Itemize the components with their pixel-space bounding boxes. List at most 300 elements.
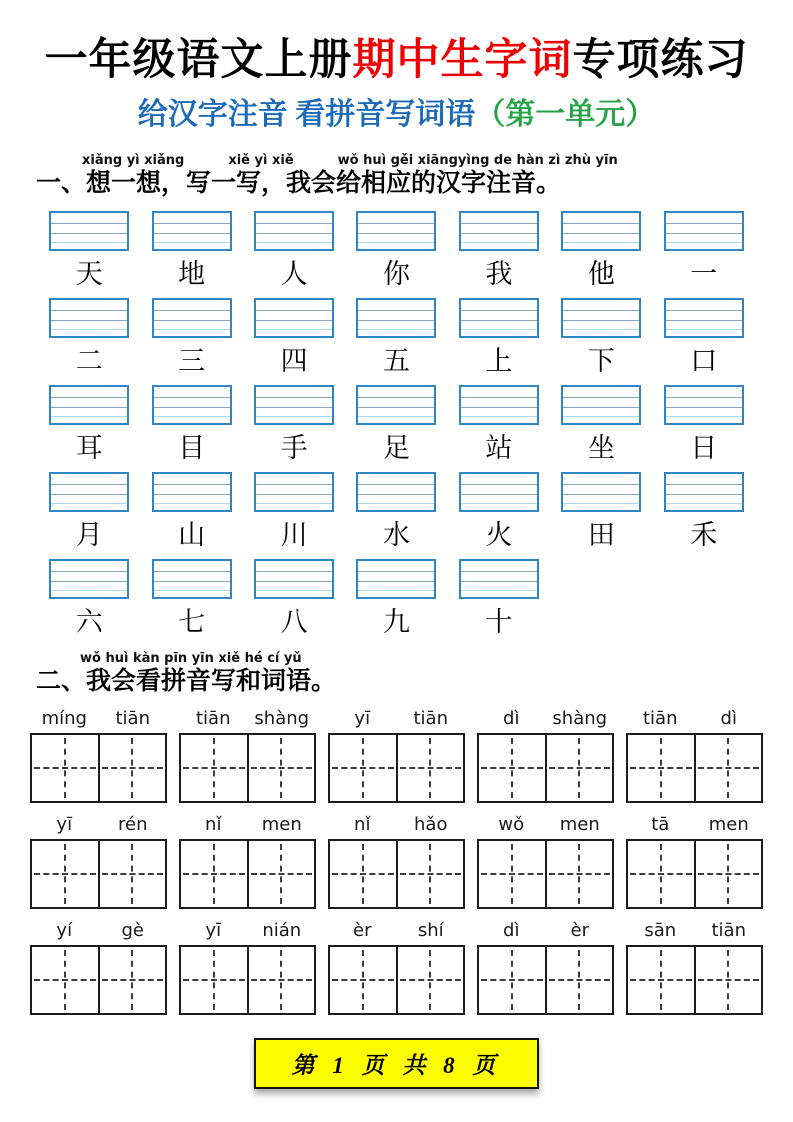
word-block xyxy=(328,703,465,803)
pinyin-annotation-segment: wǒ huì gěi xiāngyìng de hàn zì zhù yīn xyxy=(337,153,618,169)
pinyin-box-line xyxy=(358,407,434,408)
word-row xyxy=(30,915,763,1015)
word-block xyxy=(30,915,167,1015)
pinyin-four-line-box xyxy=(254,559,334,599)
pinyin-syllable: men xyxy=(559,813,600,835)
pinyin-box-line xyxy=(666,407,742,408)
word-pinyin xyxy=(626,915,763,945)
pinyin-four-line-box xyxy=(356,211,436,251)
pinyin-four-line-box xyxy=(664,385,744,425)
pinyin-box-line xyxy=(256,503,332,504)
pinyin-four-line-box xyxy=(254,298,334,338)
pinyin-syllable: nǐ xyxy=(354,813,371,835)
pinyin-four-line-box xyxy=(561,211,641,251)
pinyin-four-line-box xyxy=(49,298,129,338)
pinyin-box-line xyxy=(51,503,127,504)
tianzige-cell xyxy=(628,841,694,907)
word-block xyxy=(179,703,316,803)
tianzige-cell xyxy=(181,947,247,1013)
pinyin-answer-column xyxy=(243,472,345,552)
tianzige-grid xyxy=(477,839,614,909)
pinyin-syllable: nián xyxy=(262,919,302,941)
tianzige-cell xyxy=(247,735,315,801)
pinyin-answer-column xyxy=(345,472,447,552)
tianzige-cell xyxy=(694,841,762,907)
tianzige-cell xyxy=(396,841,464,907)
hanzi-character: 我 xyxy=(485,259,513,290)
pinyin-box-line xyxy=(256,329,332,330)
pinyin-answer-column xyxy=(448,211,550,291)
hanzi-character: 九 xyxy=(382,607,410,638)
pinyin-box-line xyxy=(51,581,127,582)
pinyin-syllable: rén xyxy=(118,813,148,835)
page-subtitle xyxy=(0,97,793,133)
word-pinyin xyxy=(477,915,614,945)
pinyin-four-line-box xyxy=(152,211,232,251)
pinyin-box-line xyxy=(666,233,742,234)
pinyin-box-line xyxy=(666,397,742,398)
hanzi-character: 十 xyxy=(485,607,513,638)
pinyin-box-line xyxy=(154,329,230,330)
pinyin-syllable: shàng xyxy=(552,707,608,729)
pinyin-box-line xyxy=(51,329,127,330)
page-number-banner: 第 1 页 共 8 页 xyxy=(254,1038,540,1089)
pinyin-box-line xyxy=(461,581,537,582)
hanzi-character: 手 xyxy=(280,433,308,464)
pinyin-answer-row xyxy=(38,559,755,639)
pinyin-annotation-segment: xiě yì xiě xyxy=(228,153,294,169)
pinyin-answer-column xyxy=(243,298,345,378)
pinyin-box-line xyxy=(461,320,537,321)
hanzi-character: 站 xyxy=(485,433,513,464)
tianzige-grid xyxy=(626,733,763,803)
tianzige-cell xyxy=(330,947,396,1013)
tianzige-cell xyxy=(98,947,166,1013)
word-pinyin xyxy=(328,809,465,839)
pinyin-syllable: dì xyxy=(503,707,520,729)
hanzi-character: 坐 xyxy=(587,433,615,464)
pinyin-box-line xyxy=(154,233,230,234)
pinyin-four-line-box xyxy=(254,385,334,425)
tianzige-grid xyxy=(179,945,316,1015)
pinyin-answer-row xyxy=(38,472,755,552)
pinyin-syllable: tiān xyxy=(711,919,746,941)
pinyin-answer-row xyxy=(38,298,755,378)
subtitle-segment-green: （第一单元） xyxy=(475,98,656,132)
pinyin-syllable: shàng xyxy=(254,707,310,729)
tianzige-grid xyxy=(477,733,614,803)
hanzi-character: 八 xyxy=(280,607,308,638)
pinyin-four-line-box xyxy=(561,298,641,338)
tianzige-cell xyxy=(32,841,98,907)
pinyin-box-line xyxy=(256,320,332,321)
tianzige-cell xyxy=(479,735,545,801)
hanzi-character: 三 xyxy=(178,346,206,377)
pinyin-four-line-box xyxy=(664,211,744,251)
pinyin-answer-column xyxy=(38,559,140,639)
pinyin-answer-column xyxy=(243,385,345,465)
pinyin-box-line xyxy=(51,397,127,398)
pinyin-box-line xyxy=(154,223,230,224)
hanzi-character: 七 xyxy=(178,607,206,638)
tianzige-grid xyxy=(328,945,465,1015)
pinyin-box-line xyxy=(256,310,332,311)
pinyin-four-line-box xyxy=(49,472,129,512)
tianzige-grid xyxy=(30,733,167,803)
pinyin-answer-column xyxy=(345,298,447,378)
pinyin-box-line xyxy=(563,407,639,408)
pinyin-box-line xyxy=(51,571,127,572)
pinyin-box-line xyxy=(563,484,639,485)
word-pinyin xyxy=(179,703,316,733)
pinyin-box-line xyxy=(461,310,537,311)
tianzige-cell xyxy=(32,735,98,801)
pinyin-answer-column xyxy=(140,385,242,465)
pinyin-syllable: dì xyxy=(503,919,520,941)
pinyin-box-line xyxy=(256,590,332,591)
word-block xyxy=(477,915,614,1015)
tianzige-cell xyxy=(694,735,762,801)
pinyin-syllable: yī xyxy=(205,919,222,941)
word-block xyxy=(179,809,316,909)
tianzige-cell xyxy=(694,947,762,1013)
pinyin-box-line xyxy=(358,397,434,398)
pinyin-box-line xyxy=(154,503,230,504)
pinyin-box-line xyxy=(666,223,742,224)
pinyin-four-line-box xyxy=(254,211,334,251)
pinyin-box-line xyxy=(563,416,639,417)
hanzi-character: 人 xyxy=(280,259,308,290)
pinyin-box-line xyxy=(256,571,332,572)
hanzi-character: 水 xyxy=(382,520,410,551)
tianzige-cell xyxy=(545,841,613,907)
tianzige-grid xyxy=(30,945,167,1015)
pinyin-syllable: èr xyxy=(570,919,589,941)
pinyin-four-line-box xyxy=(561,385,641,425)
pinyin-box-line xyxy=(358,320,434,321)
hanzi-character: 二 xyxy=(75,346,103,377)
pinyin-answer-column xyxy=(345,211,447,291)
pinyin-box-line xyxy=(358,484,434,485)
word-block xyxy=(179,915,316,1015)
pinyin-syllable: men xyxy=(261,813,302,835)
hanzi-character: 他 xyxy=(587,259,615,290)
pinyin-four-line-box xyxy=(561,472,641,512)
pinyin-four-line-box xyxy=(459,211,539,251)
section2-heading: 二、我会看拼音写和词语。 xyxy=(36,668,337,696)
pinyin-syllable: wǒ xyxy=(498,813,525,835)
pinyin-box-line xyxy=(563,329,639,330)
pinyin-box-line xyxy=(154,242,230,243)
pinyin-box-line xyxy=(563,397,639,398)
pinyin-box-line xyxy=(256,397,332,398)
word-pinyin xyxy=(626,703,763,733)
pinyin-box-line xyxy=(358,494,434,495)
pinyin-answer-column xyxy=(653,472,755,552)
word-pinyin xyxy=(328,915,465,945)
pinyin-box-line xyxy=(563,494,639,495)
pinyin-box-line xyxy=(256,242,332,243)
pinyin-box-line xyxy=(358,242,434,243)
hanzi-character: 天 xyxy=(75,259,103,290)
title-segment-black-left: 一年级语文上册 xyxy=(44,37,353,84)
tianzige-grid xyxy=(626,839,763,909)
hanzi-character: 六 xyxy=(75,607,103,638)
pinyin-annotation-segment: xiǎng yì xiǎng xyxy=(82,153,185,169)
pinyin-four-line-box xyxy=(664,298,744,338)
section2-writing-rows xyxy=(30,703,763,1015)
word-block xyxy=(626,809,763,909)
word-row xyxy=(30,809,763,909)
pinyin-answer-column xyxy=(140,472,242,552)
pinyin-box-line xyxy=(51,484,127,485)
word-block xyxy=(328,809,465,909)
page-footer xyxy=(0,1038,793,1089)
pinyin-box-line xyxy=(154,484,230,485)
pinyin-box-line xyxy=(51,310,127,311)
tianzige-cell xyxy=(330,735,396,801)
pinyin-box-line xyxy=(154,416,230,417)
pinyin-box-line xyxy=(461,233,537,234)
pinyin-answer-column xyxy=(345,385,447,465)
pinyin-box-line xyxy=(51,233,127,234)
section2-pinyin-annotation xyxy=(80,651,793,666)
pinyin-box-line xyxy=(154,571,230,572)
tianzige-cell xyxy=(396,735,464,801)
pinyin-four-line-box xyxy=(356,559,436,599)
pinyin-answer-column xyxy=(345,559,447,639)
pinyin-four-line-box xyxy=(152,472,232,512)
hanzi-character: 下 xyxy=(587,346,615,377)
pinyin-syllable: tā xyxy=(651,813,670,835)
pinyin-syllable: tiān xyxy=(413,707,448,729)
pinyin-box-line xyxy=(461,223,537,224)
tianzige-grid xyxy=(477,945,614,1015)
pinyin-four-line-box xyxy=(356,298,436,338)
pinyin-box-line xyxy=(461,590,537,591)
pinyin-box-line xyxy=(666,329,742,330)
pinyin-answer-column xyxy=(550,385,652,465)
pinyin-box-line xyxy=(154,590,230,591)
pinyin-answer-column xyxy=(653,385,755,465)
hanzi-character: 耳 xyxy=(75,433,103,464)
pinyin-box-line xyxy=(256,233,332,234)
pinyin-syllable: míng xyxy=(41,707,87,729)
pinyin-box-line xyxy=(51,494,127,495)
pinyin-four-line-box xyxy=(356,385,436,425)
pinyin-four-line-box xyxy=(254,472,334,512)
pinyin-answer-column xyxy=(550,298,652,378)
hanzi-character: 上 xyxy=(485,346,513,377)
pinyin-box-line xyxy=(154,397,230,398)
pinyin-box-line xyxy=(358,233,434,234)
pinyin-box-line xyxy=(461,416,537,417)
tianzige-cell xyxy=(181,841,247,907)
tianzige-cell xyxy=(479,947,545,1013)
tianzige-cell xyxy=(181,735,247,801)
tianzige-grid xyxy=(328,733,465,803)
section1-answer-rows xyxy=(38,211,755,639)
tianzige-grid xyxy=(626,945,763,1015)
pinyin-answer-column xyxy=(448,472,550,552)
pinyin-box-line xyxy=(666,416,742,417)
hanzi-character: 你 xyxy=(382,259,410,290)
pinyin-box-line xyxy=(461,242,537,243)
pinyin-box-line xyxy=(563,233,639,234)
tianzige-cell xyxy=(545,947,613,1013)
word-block xyxy=(30,703,167,803)
tianzige-cell xyxy=(247,947,315,1013)
title-segment-red: 期中生字词 xyxy=(352,37,573,84)
pinyin-box-line xyxy=(154,320,230,321)
pinyin-answer-column xyxy=(140,559,242,639)
hanzi-character: 禾 xyxy=(690,520,718,551)
pinyin-answer-row xyxy=(38,211,755,291)
pinyin-four-line-box xyxy=(49,211,129,251)
pinyin-box-line xyxy=(154,581,230,582)
pinyin-box-line xyxy=(563,242,639,243)
tianzige-cell xyxy=(98,735,166,801)
hanzi-character: 口 xyxy=(690,346,718,377)
pinyin-answer-column xyxy=(38,298,140,378)
pinyin-answer-column xyxy=(140,298,242,378)
pinyin-answer-column xyxy=(38,472,140,552)
pinyin-four-line-box xyxy=(459,385,539,425)
tianzige-cell xyxy=(330,841,396,907)
word-pinyin xyxy=(477,809,614,839)
pinyin-four-line-box xyxy=(152,385,232,425)
pinyin-box-line xyxy=(461,329,537,330)
pinyin-four-line-box xyxy=(152,559,232,599)
hanzi-character: 火 xyxy=(485,520,513,551)
pinyin-box-line xyxy=(256,223,332,224)
pinyin-box-line xyxy=(154,310,230,311)
tianzige-cell xyxy=(396,947,464,1013)
pinyin-box-line xyxy=(256,494,332,495)
hanzi-character: 月 xyxy=(75,520,103,551)
pinyin-answer-column xyxy=(653,298,755,378)
pinyin-box-line xyxy=(256,416,332,417)
hanzi-character: 日 xyxy=(690,433,718,464)
tianzige-grid xyxy=(179,839,316,909)
pinyin-box-line xyxy=(358,581,434,582)
pinyin-box-line xyxy=(666,310,742,311)
pinyin-box-line xyxy=(51,223,127,224)
word-block xyxy=(30,809,167,909)
pinyin-box-line xyxy=(563,320,639,321)
word-row xyxy=(30,703,763,803)
hanzi-character: 田 xyxy=(587,520,615,551)
pinyin-syllable: yī xyxy=(354,707,371,729)
hanzi-character: 目 xyxy=(178,433,206,464)
pinyin-box-line xyxy=(461,503,537,504)
pinyin-four-line-box xyxy=(459,559,539,599)
pinyin-syllable: men xyxy=(708,813,749,835)
hanzi-character: 足 xyxy=(382,433,410,464)
pinyin-four-line-box xyxy=(459,472,539,512)
pinyin-box-line xyxy=(666,320,742,321)
word-pinyin xyxy=(30,915,167,945)
pinyin-answer-column xyxy=(38,211,140,291)
pinyin-box-line xyxy=(563,223,639,224)
pinyin-syllable: tiān xyxy=(643,707,678,729)
word-pinyin xyxy=(30,703,167,733)
section1-heading: 一、想一想，写一写，我会给相应的汉字注音。 xyxy=(36,170,562,198)
tianzige-cell xyxy=(628,947,694,1013)
pinyin-box-line xyxy=(358,329,434,330)
pinyin-syllable: hǎo xyxy=(414,813,448,835)
pinyin-answer-column xyxy=(448,559,550,639)
pinyin-syllable: èr xyxy=(353,919,372,941)
pinyin-box-line xyxy=(51,590,127,591)
page-title xyxy=(0,36,793,85)
tianzige-cell xyxy=(98,841,166,907)
word-block xyxy=(626,915,763,1015)
pinyin-box-line xyxy=(51,416,127,417)
pinyin-syllable: yī xyxy=(56,813,73,835)
pinyin-syllable: tiān xyxy=(115,707,150,729)
pinyin-syllable: sān xyxy=(644,919,677,941)
tianzige-grid xyxy=(179,733,316,803)
pinyin-four-line-box xyxy=(459,298,539,338)
pinyin-answer-column xyxy=(550,211,652,291)
pinyin-box-line xyxy=(563,503,639,504)
tianzige-grid xyxy=(30,839,167,909)
pinyin-four-line-box xyxy=(49,559,129,599)
pinyin-answer-column xyxy=(448,385,550,465)
pinyin-box-line xyxy=(51,242,127,243)
pinyin-answer-column xyxy=(243,211,345,291)
pinyin-syllable: gè xyxy=(121,919,144,941)
pinyin-box-line xyxy=(358,590,434,591)
hanzi-character: 山 xyxy=(178,520,206,551)
pinyin-syllable: nǐ xyxy=(205,813,222,835)
pinyin-syllable: tiān xyxy=(196,707,231,729)
section1-pinyin-annotation xyxy=(82,153,793,168)
word-pinyin xyxy=(179,915,316,945)
pinyin-box-line xyxy=(51,407,127,408)
title-segment-black-right: 专项练习 xyxy=(572,37,749,84)
word-pinyin xyxy=(328,703,465,733)
word-block xyxy=(626,703,763,803)
hanzi-character: 一 xyxy=(690,259,718,290)
pinyin-box-line xyxy=(563,310,639,311)
pinyin-answer-column xyxy=(550,472,652,552)
word-pinyin xyxy=(179,809,316,839)
pinyin-answer-column xyxy=(243,559,345,639)
word-pinyin xyxy=(30,809,167,839)
pinyin-syllable: yí xyxy=(56,919,73,941)
hanzi-character: 五 xyxy=(382,346,410,377)
hanzi-character: 川 xyxy=(280,520,308,551)
pinyin-box-line xyxy=(461,407,537,408)
pinyin-box-line xyxy=(358,310,434,311)
pinyin-box-line xyxy=(358,503,434,504)
pinyin-answer-column xyxy=(140,211,242,291)
pinyin-box-line xyxy=(666,484,742,485)
subtitle-segment-blue: 给汉字注音 看拼音写词语 xyxy=(137,98,476,132)
pinyin-box-line xyxy=(358,571,434,572)
word-pinyin xyxy=(626,809,763,839)
pinyin-box-line xyxy=(358,223,434,224)
word-block xyxy=(328,915,465,1015)
pinyin-box-line xyxy=(666,494,742,495)
pinyin-box-line xyxy=(461,397,537,398)
tianzige-cell xyxy=(32,947,98,1013)
pinyin-answer-row xyxy=(38,385,755,465)
pinyin-box-line xyxy=(666,503,742,504)
word-pinyin xyxy=(477,703,614,733)
